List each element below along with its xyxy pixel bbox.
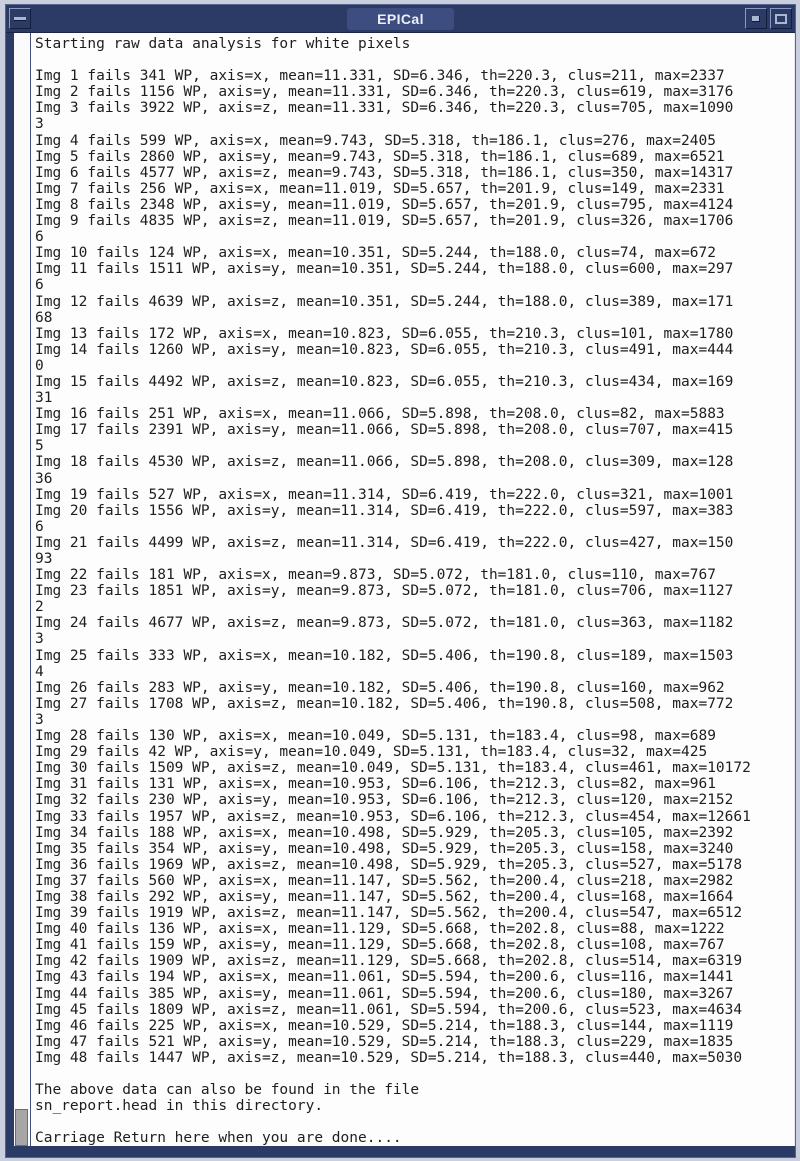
terminal-line: Img 28 fails 130 WP, axis=x, mean=10.049, SD=5.131, th=183.4, clus=98, max=689 [35,728,716,745]
terminal-line: Img 46 fails 225 WP, axis=x, mean=10.529, SD=5.214, th=188.3, clus=144, max=1119 [35,1017,734,1034]
terminal-line: Img 39 fails 1919 WP, axis=z, mean=11.147, SD=5.562, th=200.4, clus=547, max=6512 [35,905,743,922]
maximize-button[interactable] [770,8,792,29]
terminal-line: Img 24 fails 4677 WP, axis=z, mean=9.873, SD=5.072, th=181.0, clus=363, max=1182 [35,615,734,632]
terminal-line: 6 [35,229,44,246]
window-border-left [6,33,14,1146]
terminal-line: 5 [35,438,44,455]
window-body [6,33,795,1146]
terminal-line: Img 47 fails 521 WP, axis=y, mean=10.529, SD=5.214, th=188.3, clus=229, max=1835 [35,1033,734,1050]
terminal-line: 0 [35,357,44,374]
terminal-line: Img 1 fails 341 WP, axis=x, mean=11.331, SD=6.346, th=220.3, clus=211, max=2337 [35,68,725,85]
terminal-line: Starting raw data analysis for white pixels [35,36,411,52]
terminal-line: 6 [35,518,44,535]
terminal-line: Img 23 fails 1851 WP, axis=y, mean=9.873, SD=5.072, th=181.0, clus=706, max=1127 [35,583,734,600]
scrollbar-thumb[interactable] [15,1109,28,1146]
terminal-line: Img 48 fails 1447 WP, axis=z, mean=10.529, SD=5.214, th=188.3, clus=440, max=5030 [35,1049,743,1066]
terminal-line: Carriage Return here when you are done.... [35,1130,402,1146]
terminal-line: Img 22 fails 181 WP, axis=x, mean=9.873, SD=5.072, th=181.0, clus=110, max=767 [35,567,716,584]
terminal-line: Img 26 fails 283 WP, axis=y, mean=10.182, SD=5.406, th=190.8, clus=160, max=962 [35,679,725,696]
terminal-line: 31 [35,390,53,407]
terminal-line: Img 32 fails 230 WP, axis=y, mean=10.953, SD=6.106, th=212.3, clus=120, max=2152 [35,792,734,809]
terminal-line: Img 21 fails 4499 WP, axis=z, mean=11.314, SD=6.419, th=222.0, clus=427, max=150 [35,534,734,551]
vertical-scrollbar[interactable] [14,33,31,1146]
maximize-icon [775,14,787,24]
terminal-line: Img 19 fails 527 WP, axis=x, mean=11.314, SD=6.419, th=222.0, clus=321, max=1001 [35,486,734,503]
terminal-line: Img 2 fails 1156 WP, axis=y, mean=11.331, SD=6.346, th=220.3, clus=619, max=3176 [35,84,734,101]
terminal-line [35,1114,795,1130]
terminal-line: Img 36 fails 1969 WP, axis=z, mean=10.498, SD=5.929, th=205.3, clus=527, max=5178 [35,856,743,873]
terminal-line: 3 [35,116,44,133]
terminal-line: Img 16 fails 251 WP, axis=x, mean=11.066, SD=5.898, th=208.0, clus=82, max=5883 [35,406,725,423]
terminal-line: Img 30 fails 1509 WP, axis=z, mean=10.049, SD=5.131, th=183.4, clus=461, max=10172 [35,760,751,777]
terminal-line: Img 12 fails 4639 WP, axis=z, mean=10.351, SD=5.244, th=188.0, clus=389, max=171 [35,293,734,310]
terminal-line: Img 17 fails 2391 WP, axis=y, mean=11.066, SD=5.898, th=208.0, clus=707, max=415 [35,422,734,439]
terminal-line: Img 29 fails 42 WP, axis=y, mean=10.049, SD=5.131, th=183.4, clus=32, max=425 [35,744,708,761]
terminal-line: Img 10 fails 124 WP, axis=x, mean=10.351, SD=5.244, th=188.0, clus=74, max=672 [35,245,716,262]
terminal-line: 36 [35,470,53,487]
terminal-line: Img 5 fails 2860 WP, axis=y, mean=9.743, SD=5.318, th=186.1, clus=689, max=6521 [35,148,725,165]
terminal-line: Img 34 fails 188 WP, axis=x, mean=10.498, SD=5.929, th=205.3, clus=105, max=2392 [35,824,734,841]
terminal-line: Img 6 fails 4577 WP, axis=z, mean=9.743, SD=5.318, th=186.1, clus=350, max=14317 [35,164,734,181]
terminal-line: Img 41 fails 159 WP, axis=y, mean=11.129, SD=5.668, th=202.8, clus=108, max=767 [35,937,725,954]
terminal-line: Img 11 fails 1511 WP, axis=y, mean=10.351, SD=5.244, th=188.0, clus=600, max=297 [35,261,734,278]
terminal-line: Img 18 fails 4530 WP, axis=z, mean=11.066, SD=5.898, th=208.0, clus=309, max=128 [35,454,734,471]
terminal-line: Img 9 fails 4835 WP, axis=z, mean=11.019, SD=5.657, th=201.9, clus=326, max=1706 [35,213,734,230]
epical-window [5,4,796,1158]
terminal-line: sn_report.head in this directory. [35,1098,324,1115]
terminal-line: Img 13 fails 172 WP, axis=x, mean=10.823, SD=6.055, th=210.3, clus=101, max=1780 [35,325,734,342]
terminal-line: Img 25 fails 333 WP, axis=x, mean=10.182, SD=5.406, th=190.8, clus=189, max=1503 [35,647,734,664]
terminal-line: Img 38 fails 292 WP, axis=y, mean=11.147, SD=5.562, th=200.4, clus=168, max=1664 [35,888,734,905]
terminal-line [35,1066,795,1082]
terminal-line: Img 20 fails 1556 WP, axis=y, mean=11.314, SD=6.419, th=222.0, clus=597, max=383 [35,502,734,519]
minimize-button[interactable] [745,8,767,29]
terminal-line: Img 3 fails 3922 WP, axis=z, mean=11.331, SD=6.346, th=220.3, clus=705, max=1090 [35,100,734,117]
terminal-line: Img 40 fails 136 WP, axis=x, mean=11.129, SD=5.668, th=202.8, clus=88, max=1222 [35,921,725,938]
terminal-output[interactable] [31,33,795,1146]
terminal-line: Img 7 fails 256 WP, axis=x, mean=11.019, SD=5.657, th=201.9, clus=149, max=2331 [35,180,725,197]
terminal-line: Img 44 fails 385 WP, axis=y, mean=11.061, SD=5.594, th=200.6, clus=180, max=3267 [35,985,734,1002]
terminal-line: 93 [35,551,53,567]
terminal-line: Img 45 fails 1809 WP, axis=z, mean=11.061, SD=5.594, th=200.6, clus=523, max=4634 [35,1001,743,1018]
terminal-line: Img 31 fails 131 WP, axis=x, mean=10.953, SD=6.106, th=212.3, clus=82, max=961 [35,776,716,793]
terminal-line: Img 35 fails 354 WP, axis=y, mean=10.498, SD=5.929, th=205.3, clus=158, max=3240 [35,840,734,857]
window-border-bottom [6,1146,795,1157]
window-title: EPICal [347,8,454,30]
terminal-line: 3 [35,631,44,648]
terminal-line: 68 [35,309,53,326]
terminal-line: Img 33 fails 1957 WP, axis=z, mean=10.953, SD=6.106, th=212.3, clus=454, max=12661 [35,808,751,825]
terminal-line: Img 8 fails 2348 WP, axis=y, mean=11.019, SD=5.657, th=201.9, clus=795, max=4124 [35,196,734,213]
terminal-line: 2 [35,599,44,616]
window-menu-dash-icon [14,17,26,21]
terminal-line: Img 42 fails 1909 WP, axis=z, mean=11.129, SD=5.668, th=202.8, clus=514, max=6319 [35,953,743,970]
title-area [6,5,795,32]
title-bar[interactable] [6,5,795,33]
terminal-line: 6 [35,277,44,294]
terminal-line: Img 4 fails 599 WP, axis=x, mean=9.743, SD=5.318, th=186.1, clus=276, max=2405 [35,132,716,149]
terminal-line [35,52,795,68]
terminal-line: The above data can also be found in the file [35,1082,420,1099]
terminal-line: 3 [35,711,44,728]
minimize-icon [752,16,760,22]
window-menu-button[interactable] [9,8,31,29]
terminal-line: Img 14 fails 1260 WP, axis=y, mean=10.823, SD=6.055, th=210.3, clus=491, max=444 [35,341,734,358]
terminal-line: Img 43 fails 194 WP, axis=x, mean=11.061, SD=5.594, th=200.6, clus=116, max=1441 [35,969,734,986]
terminal-line: Img 15 fails 4492 WP, axis=z, mean=10.823, SD=6.055, th=210.3, clus=434, max=169 [35,373,734,390]
terminal-line: 4 [35,663,44,680]
window-controls [745,8,792,29]
terminal-line: Img 37 fails 560 WP, axis=x, mean=11.147, SD=5.562, th=200.4, clus=218, max=2982 [35,872,734,889]
terminal-line: Img 27 fails 1708 WP, axis=z, mean=10.182, SD=5.406, th=190.8, clus=508, max=772 [35,695,734,712]
